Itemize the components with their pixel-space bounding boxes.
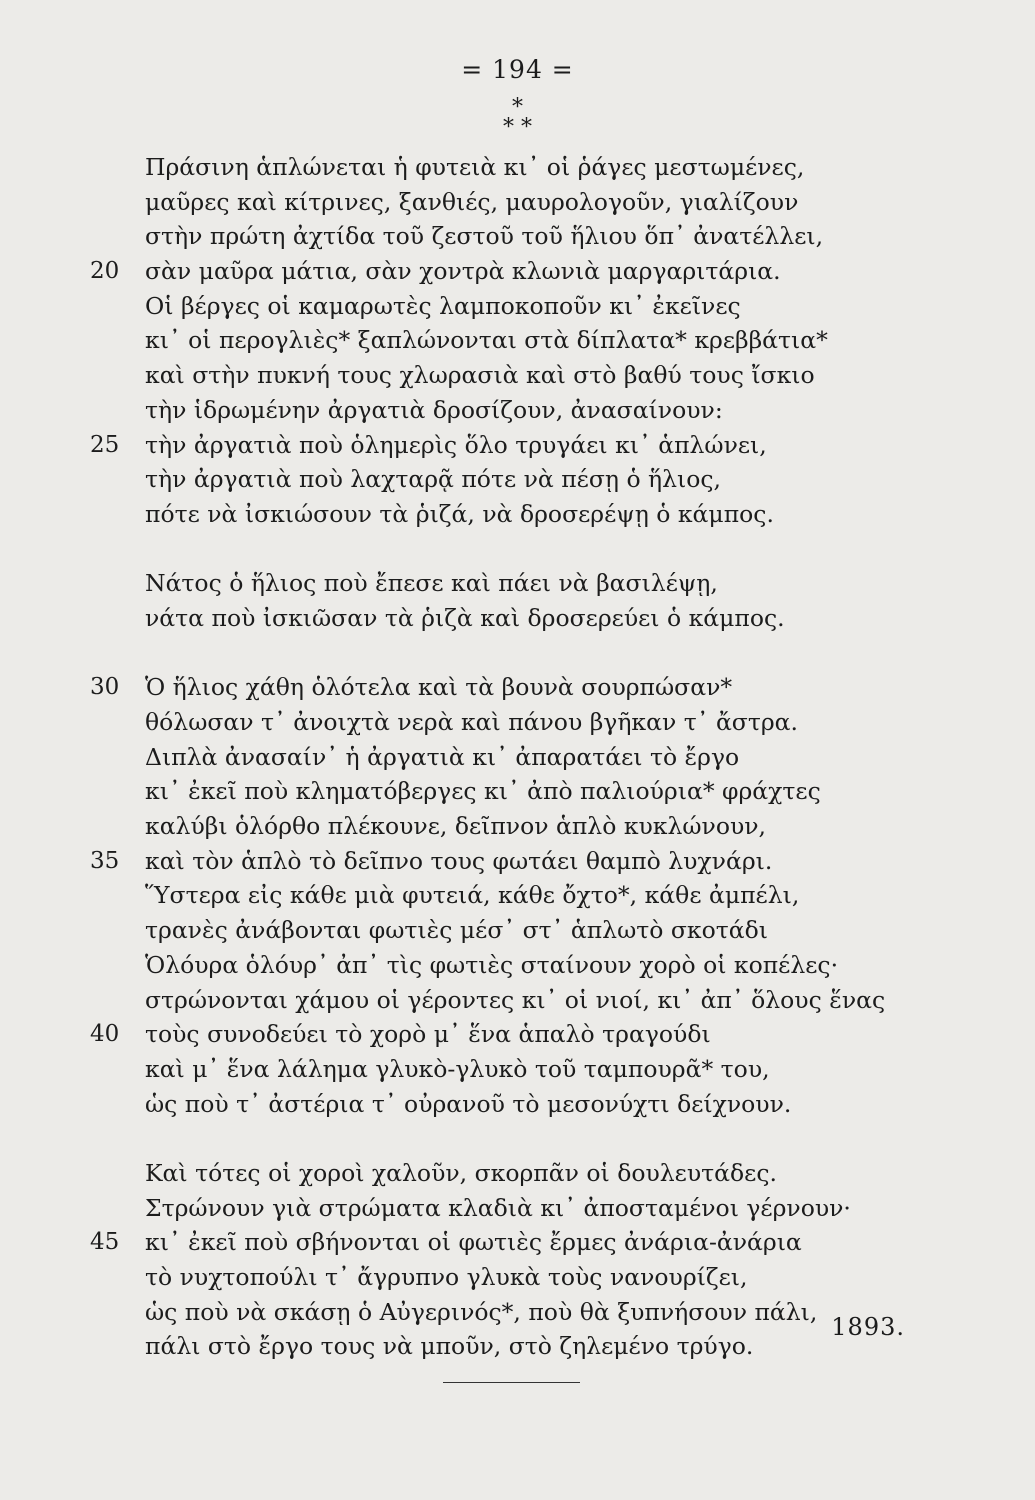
poem-line	[145, 219, 985, 254]
poem-line	[145, 289, 985, 324]
line-text: μαῦρες καὶ κίτρινες, ξανθιές, μαυρολογοῦν, γιαλίζουν	[145, 187, 799, 216]
poem-line	[90, 844, 985, 879]
line-text: Ὁ ἥλιος χάθη ὁλότελα καὶ τὰ βουνὰ σουρπώσαν*	[145, 673, 733, 702]
asterism-top: *	[512, 95, 523, 120]
stanza-gap	[145, 1121, 985, 1156]
line-text: Ὁλόυρα ὁλόυρ᾿ ἀπ᾿ τὶς φωτιὲς σταίνουν χορὸ οἱ κοπέλες·	[145, 950, 839, 979]
line-text: Πράσινη ἁπλώνεται ἡ φυτειὰ κι᾿ οἱ ῥάγες μεστωμένες,	[145, 153, 805, 181]
line-number: 25	[90, 431, 120, 458]
line-text: νάτα ποὺ ἰσκιῶσαν τὰ ῥιζὰ καὶ δροσερεύει ὁ κάμπος.	[145, 603, 785, 632]
line-text: τὸ νυχτοπούλι τ᾿ ἄγρυπνο γλυκὰ τοὺς νανουρίζει,	[145, 1263, 748, 1291]
poem-line	[145, 1191, 985, 1226]
line-text: στὴν πρώτη ἀχτίδα τοῦ ζεστοῦ τοῦ ἥλιου ὅπ᾿ ἀνατέλλει,	[145, 222, 824, 251]
page-number: = 194 =	[461, 55, 574, 84]
line-text: τρανὲς ἀνάβονται φωτιὲς μέσ᾿ στ᾿ ἁπλωτὸ σκοτάδι	[145, 916, 768, 945]
line-text: Στρώνουν γιὰ στρώματα κλαδιὰ κι᾿ ἀποσταμένοι γέρνουν·	[145, 1193, 851, 1222]
poem-line	[145, 358, 985, 393]
poem-line	[145, 185, 985, 220]
line-text: Καὶ τότες οἱ χοροὶ χαλοῦν, σκορπᾶν οἱ δουλευτάδες.	[145, 1158, 777, 1187]
poem-line	[145, 983, 985, 1018]
line-text: πάλι στὸ ἔργο τους νὰ μποῦν, στὸ ζηλεμένο τρύγο.	[145, 1332, 754, 1361]
line-text: ὡς ποὺ νὰ σκάσῃ ὁ Αὐγερινός*, ποὺ θὰ ξυπνήσουν πάλι,	[145, 1297, 818, 1326]
poem-line	[145, 1087, 985, 1122]
line-text: κι᾿ οἱ περογλιὲς* ξαπλώνονται στὰ δίπλατα* κρεββάτια*	[145, 326, 828, 355]
line-text: Ὕστερα εἰς κάθε μιὰ φυτειά, κάθε ὄχτο*, κάθε ἀμπέλι,	[145, 881, 800, 910]
poem-line	[145, 878, 985, 913]
stanza-gap	[145, 636, 985, 671]
line-number: 30	[90, 674, 120, 701]
poem-line	[145, 393, 985, 428]
line-text: πότε νὰ ἰσκιώσουν τὰ ῥιζά, νὰ δροσερέψῃ ὁ κάμπος.	[145, 499, 774, 528]
poem-line	[90, 1017, 985, 1052]
asterism-divider	[0, 95, 1035, 140]
line-text: Νάτος ὁ ἥλιος ποὺ ἔπεσε καὶ πάει νὰ βασιλέψῃ,	[145, 569, 718, 598]
stanza-gap	[145, 532, 985, 567]
line-number: 40	[90, 1021, 120, 1048]
poem-line	[90, 254, 985, 289]
poem-date: 1893.	[831, 1313, 905, 1341]
poem-line	[145, 497, 985, 532]
poem-line	[145, 705, 985, 740]
line-text: τοὺς συνοδεύει τὸ χορὸ μ᾿ ἕνα ἁπαλὸ τραγούδι	[145, 1020, 711, 1049]
line-text: τὴν ἀργατιὰ ποὺ ὁλημερὶς ὅλο τρυγάει κι᾿ ἁπλώνει,	[145, 430, 767, 459]
line-text: τὴν ἱδρωμένην ἀργατιὰ δροσίζουν, ἀνασαίνουν:	[145, 395, 723, 424]
asterism-bottom: * *	[503, 115, 532, 140]
poem-line	[145, 462, 985, 497]
line-text: καὶ μ᾿ ἕνα λάλημα γλυκὸ-γλυκὸ τοῦ ταμπουρᾶ* του,	[145, 1054, 770, 1083]
line-text: Διπλὰ ἀνασαίν᾿ ἡ ἀργατιὰ κι᾿ ἀπαρατάει τὸ ἔργο	[145, 742, 740, 771]
line-number: 20	[90, 258, 120, 285]
poem-line	[145, 601, 985, 636]
line-text: κι᾿ ἐκεῖ ποὺ κληματόβεργες κι᾿ ἀπὸ παλιούρια* φράχτες	[145, 777, 821, 806]
poem-line	[145, 1156, 985, 1191]
poem-line	[145, 740, 985, 775]
line-text: ὡς ποὺ τ᾿ ἀστέρια τ᾿ οὐρανοῦ τὸ μεσονύχτι δείχνουν.	[145, 1089, 792, 1118]
poem-line	[145, 948, 985, 983]
line-text: καὶ τὸν ἁπλὸ τὸ δεῖπνο τους φωτάει θαμπὸ λυχνάρι.	[145, 846, 773, 875]
line-text: Οἱ βέργες οἱ καμαρωτὲς λαμποκοποῦν κι᾿ ἐκεῖνες	[145, 291, 741, 320]
poem-line	[145, 150, 985, 185]
poem-line	[145, 913, 985, 948]
poem-line	[145, 566, 985, 601]
poem-line	[145, 323, 985, 358]
line-number: 45	[90, 1229, 120, 1256]
line-number: 35	[90, 847, 120, 874]
line-text: τὴν ἀργατιὰ ποὺ λαχταρᾷ πότε νὰ πέσῃ ὁ ἥλιος,	[145, 465, 722, 494]
line-text: στρώνονται χάμου οἱ γέροντες κι᾿ οἱ νιοί, κι᾿ ἀπ᾿ ὅλους ἕνας	[145, 985, 886, 1014]
line-text: καὶ στὴν πυκνή τους χλωρασιὰ καὶ στὸ βαθύ τους ἴσκιο	[145, 361, 815, 390]
poem-line	[145, 1260, 985, 1295]
line-text: σὰν μαῦρα μάτια, σὰν χοντρὰ κλωνιὰ μαργαριτάρια.	[145, 257, 781, 286]
poem-line	[145, 1052, 985, 1087]
end-rule	[443, 1382, 580, 1383]
line-text: θόλωσαν τ᾿ ἀνοιχτὰ νερὰ καὶ πάνου βγῆκαν τ᾿ ἄστρα.	[145, 708, 799, 736]
line-text: καλύβι ὁλόρθο πλέκουνε, δεῖπνον ἁπλὸ κυκλώνουν,	[145, 812, 767, 841]
poem-text	[90, 150, 985, 1364]
poem-line	[90, 670, 985, 705]
poem-line	[90, 1225, 985, 1260]
poem-line	[145, 774, 985, 809]
poem-line	[145, 809, 985, 844]
line-text: κι᾿ ἐκεῖ ποὺ σβήνονται οἱ φωτιὲς ἔρμες ἀνάρια-ἀνάρια	[145, 1228, 802, 1257]
poem-line	[90, 428, 985, 463]
